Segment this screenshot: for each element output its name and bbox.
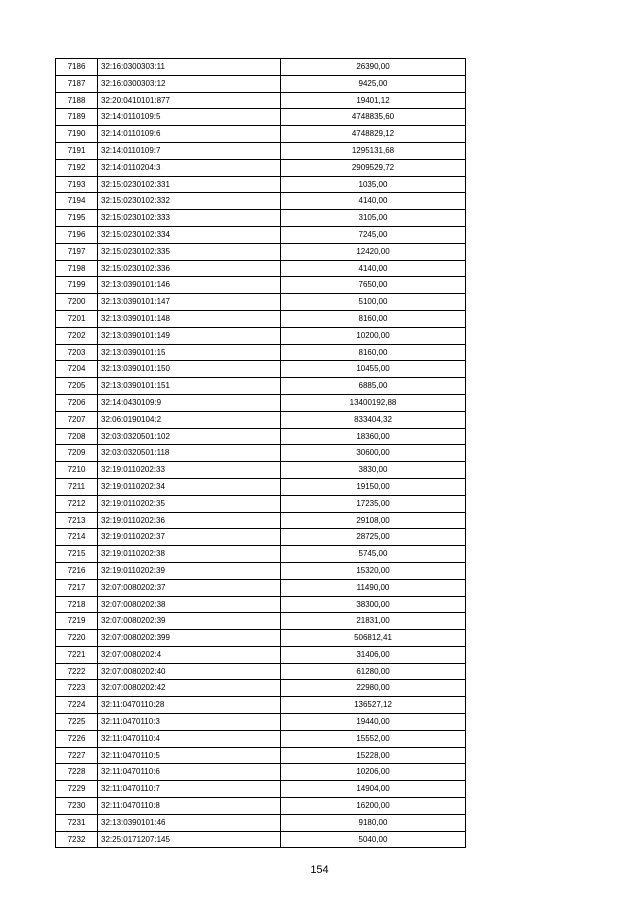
row-number-cell: 7229 [56,781,98,798]
row-number-cell: 7214 [56,529,98,546]
cadastral-number-cell: 32:15:0230102:334 [98,226,281,243]
cadastral-value-cell: 14904,00 [281,781,466,798]
cadastral-value-cell: 29108,00 [281,512,466,529]
table-row [56,529,466,546]
cadastral-value-cell: 8160,00 [281,344,466,361]
table-row [56,831,466,848]
table-row [56,646,466,663]
row-number-cell: 7187 [56,75,98,92]
row-number-cell: 7213 [56,512,98,529]
cadastral-number-cell: 32:13:0390101:46 [98,814,281,831]
cadastral-number-cell: 32:15:0230102:335 [98,243,281,260]
cadastral-value-cell: 4748829,12 [281,126,466,143]
cadastral-value-cell: 5100,00 [281,294,466,311]
cadastral-number-cell: 32:20:0410101:877 [98,92,281,109]
table-row [56,243,466,260]
table-row [56,176,466,193]
cadastral-number-cell: 32:19:0110202:36 [98,512,281,529]
cadastral-number-cell: 32:16:0300303:12 [98,75,281,92]
table-row [56,680,466,697]
table-row [56,277,466,294]
row-number-cell: 7230 [56,798,98,815]
cadastral-value-cell: 7650,00 [281,277,466,294]
row-number-cell: 7221 [56,646,98,663]
table-row [56,327,466,344]
table-row [56,747,466,764]
cadastral-number-cell: 32:15:0230102:336 [98,260,281,277]
cadastral-value-cell: 10200,00 [281,327,466,344]
cadastral-number-cell: 32:03:0320501:118 [98,445,281,462]
cadastral-value-cell: 11490,00 [281,579,466,596]
cadastral-number-cell: 32:25:0171207:145 [98,831,281,848]
cadastral-value-cell: 15320,00 [281,562,466,579]
cadastral-value-cell: 19150,00 [281,478,466,495]
row-number-cell: 7205 [56,378,98,395]
cadastral-number-cell: 32:13:0390101:147 [98,294,281,311]
cadastral-value-cell: 13400192,88 [281,394,466,411]
table-row [56,428,466,445]
table-row [56,562,466,579]
row-number-cell: 7209 [56,445,98,462]
cadastral-number-cell: 32:19:0110202:34 [98,478,281,495]
cadastral-value-cell: 5745,00 [281,546,466,563]
cadastral-number-cell: 32:07:0080202:39 [98,613,281,630]
cadastral-value-cell: 31406,00 [281,646,466,663]
cadastral-value-cell: 833404,32 [281,411,466,428]
row-number-cell: 7201 [56,310,98,327]
cadastral-number-cell: 32:13:0390101:149 [98,327,281,344]
row-number-cell: 7194 [56,193,98,210]
table-row [56,663,466,680]
row-number-cell: 7203 [56,344,98,361]
cadastral-number-cell: 32:16:0300303:11 [98,59,281,76]
table-row [56,579,466,596]
cadastral-number-cell: 32:15:0230102:332 [98,193,281,210]
row-number-cell: 7219 [56,613,98,630]
table-row [56,613,466,630]
cadastral-value-cell: 4140,00 [281,260,466,277]
row-number-cell: 7186 [56,59,98,76]
row-number-cell: 7215 [56,546,98,563]
cadastral-number-cell: 32:19:0110202:39 [98,562,281,579]
cadastral-number-cell: 32:11:0470110:4 [98,730,281,747]
table-row [56,210,466,227]
table-row [56,814,466,831]
table-row [56,378,466,395]
cadastral-value-cell: 28725,00 [281,529,466,546]
cadastral-number-cell: 32:19:0110202:37 [98,529,281,546]
cadastral-value-cell: 15552,00 [281,730,466,747]
table-row [56,294,466,311]
cadastral-number-cell: 32:14:0110109:5 [98,109,281,126]
cadastral-number-cell: 32:19:0110202:38 [98,546,281,563]
row-number-cell: 7207 [56,411,98,428]
table-row [56,159,466,176]
cadastral-value-cell: 10206,00 [281,764,466,781]
table-row [56,109,466,126]
cadastral-value-cell: 5040,00 [281,831,466,848]
row-number-cell: 7220 [56,630,98,647]
table-row [56,260,466,277]
cadastral-number-cell: 32:06:0190104:2 [98,411,281,428]
cadastral-number-cell: 32:11:0470110:6 [98,764,281,781]
row-number-cell: 7228 [56,764,98,781]
cadastral-number-cell: 32:13:0390101:146 [98,277,281,294]
cadastral-number-cell: 32:07:0080202:4 [98,646,281,663]
cadastral-value-cell: 19440,00 [281,714,466,731]
table-row [56,730,466,747]
cadastral-number-cell: 32:13:0390101:151 [98,378,281,395]
cadastral-value-cell: 506812,41 [281,630,466,647]
cadastral-value-cell: 9180,00 [281,814,466,831]
cadastral-number-cell: 32:14:0110109:7 [98,142,281,159]
row-number-cell: 7206 [56,394,98,411]
row-number-cell: 7225 [56,714,98,731]
row-number-cell: 7196 [56,226,98,243]
cadastral-value-cell: 8160,00 [281,310,466,327]
cadastral-number-cell: 32:07:0080202:38 [98,596,281,613]
cadastral-value-cell: 26390,00 [281,59,466,76]
row-number-cell: 7195 [56,210,98,227]
page-number: 154 [310,864,329,876]
cadastral-number-cell: 32:15:0230102:333 [98,210,281,227]
row-number-cell: 7227 [56,747,98,764]
row-number-cell: 7193 [56,176,98,193]
row-number-cell: 7211 [56,478,98,495]
cadastral-value-cell: 38300,00 [281,596,466,613]
cadastral-number-cell: 32:13:0390101:15 [98,344,281,361]
cadastral-number-cell: 32:14:0430109:9 [98,394,281,411]
table-row [56,781,466,798]
cadastral-number-cell: 32:15:0230102:331 [98,176,281,193]
row-number-cell: 7222 [56,663,98,680]
cadastral-value-cell: 7245,00 [281,226,466,243]
cadastral-value-cell: 9425,00 [281,75,466,92]
row-number-cell: 7204 [56,361,98,378]
table-row [56,344,466,361]
cadastral-value-cell: 6885,00 [281,378,466,395]
cadastral-value-cell: 2909529,72 [281,159,466,176]
table-row [56,226,466,243]
cadastral-value-cell: 18360,00 [281,428,466,445]
row-number-cell: 7191 [56,142,98,159]
cadastral-number-cell: 32:14:0110204:3 [98,159,281,176]
table-row [56,630,466,647]
cadastral-number-cell: 32:11:0470110:7 [98,781,281,798]
row-number-cell: 7202 [56,327,98,344]
cadastral-value-cell: 16200,00 [281,798,466,815]
row-number-cell: 7231 [56,814,98,831]
cadastral-value-cell: 17235,00 [281,495,466,512]
cadastral-value-cell: 1295131,68 [281,142,466,159]
cadastral-number-cell: 32:11:0470110:5 [98,747,281,764]
table-row [56,193,466,210]
table-row [56,697,466,714]
row-number-cell: 7212 [56,495,98,512]
row-number-cell: 7198 [56,260,98,277]
table-row [56,478,466,495]
table-row [56,596,466,613]
row-number-cell: 7199 [56,277,98,294]
table-row [56,411,466,428]
row-number-cell: 7200 [56,294,98,311]
cadastral-value-cell: 22980,00 [281,680,466,697]
table-row [56,59,466,76]
row-number-cell: 7197 [56,243,98,260]
table-row [56,394,466,411]
row-number-cell: 7226 [56,730,98,747]
table-row [56,546,466,563]
row-number-cell: 7217 [56,579,98,596]
cadastral-value-cell: 3830,00 [281,462,466,479]
cadastral-number-cell: 32:11:0470110:28 [98,697,281,714]
row-number-cell: 7188 [56,92,98,109]
cadastral-value-cell: 19401,12 [281,92,466,109]
table-row [56,361,466,378]
row-number-cell: 7210 [56,462,98,479]
cadastral-number-cell: 32:14:0110109:6 [98,126,281,143]
table-row [56,764,466,781]
row-number-cell: 7192 [56,159,98,176]
cadastral-value-table [55,58,466,848]
row-number-cell: 7223 [56,680,98,697]
cadastral-number-cell: 32:07:0080202:399 [98,630,281,647]
cadastral-number-cell: 32:03:0320501:102 [98,428,281,445]
cadastral-value-cell: 30600,00 [281,445,466,462]
row-number-cell: 7189 [56,109,98,126]
row-number-cell: 7208 [56,428,98,445]
cadastral-value-cell: 21831,00 [281,613,466,630]
table-body [56,59,466,848]
cadastral-value-cell: 136527,12 [281,697,466,714]
table-row [56,798,466,815]
table-row [56,714,466,731]
row-number-cell: 7216 [56,562,98,579]
table-row [56,126,466,143]
cadastral-number-cell: 32:07:0080202:37 [98,579,281,596]
table-row [56,495,466,512]
cadastral-number-cell: 32:11:0470110:8 [98,798,281,815]
cadastral-value-cell: 10455,00 [281,361,466,378]
cadastral-value-cell: 4140,00 [281,193,466,210]
table-row [56,445,466,462]
cadastral-number-cell: 32:11:0470110:3 [98,714,281,731]
cadastral-number-cell: 32:13:0390101:150 [98,361,281,378]
table-row [56,310,466,327]
table-row [56,92,466,109]
cadastral-value-cell: 15228,00 [281,747,466,764]
cadastral-number-cell: 32:19:0110202:33 [98,462,281,479]
row-number-cell: 7190 [56,126,98,143]
table-row [56,512,466,529]
row-number-cell: 7224 [56,697,98,714]
cadastral-value-cell: 12420,00 [281,243,466,260]
cadastral-value-cell: 4748835,60 [281,109,466,126]
table-row [56,75,466,92]
cadastral-value-cell: 3105,00 [281,210,466,227]
table-row [56,462,466,479]
row-number-cell: 7232 [56,831,98,848]
cadastral-number-cell: 32:13:0390101:148 [98,310,281,327]
cadastral-value-cell: 61280,00 [281,663,466,680]
cadastral-number-cell: 32:07:0080202:42 [98,680,281,697]
cadastral-number-cell: 32:07:0080202:40 [98,663,281,680]
cadastral-value-cell: 1035,00 [281,176,466,193]
table-row [56,142,466,159]
cadastral-number-cell: 32:19:0110202:35 [98,495,281,512]
row-number-cell: 7218 [56,596,98,613]
